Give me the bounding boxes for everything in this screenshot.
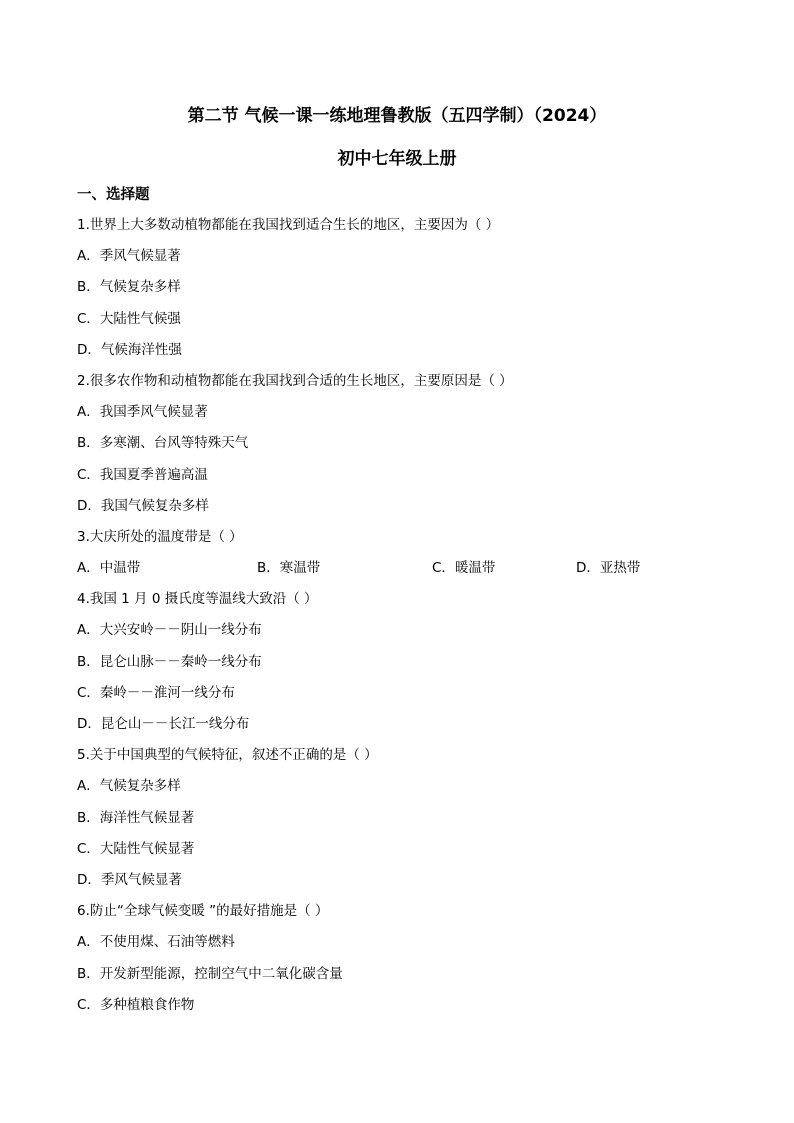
- question-3-option-d: D．亚热带: [576, 560, 641, 577]
- question-6-option-b: B．开发新型能源，控制空气中二氧化碳含量: [77, 965, 343, 982]
- question-1-option-a: A．季风气候显著: [77, 248, 181, 265]
- question-4-option-b: B．昆仑山脉－－秦岭一线分布: [77, 653, 262, 670]
- question-5-option-c: C．大陆性气候显著: [77, 840, 195, 857]
- question-6-option-a: A．不使用煤、石油等燃料: [77, 934, 235, 951]
- question-4-option-a: A．大兴安岭－－阴山一线分布: [77, 622, 262, 639]
- question-6-option-c: C．多种植粮食作物: [77, 996, 195, 1013]
- question-3-option-c: C．暖温带: [432, 560, 496, 577]
- question-3-option-a: A．中温带: [77, 560, 141, 577]
- question-5-stem: 5.关于中国典型的气候特征，叙述不正确的是（ ）: [77, 747, 378, 764]
- question-2-option-d: D．我国气候复杂多样: [77, 497, 209, 514]
- question-4-option-d: D．昆仑山－－长江一线分布: [77, 716, 250, 732]
- question-2-option-b: B．多寒潮、台风等特殊天气: [77, 435, 249, 452]
- question-2-stem: 2.很多农作物和动植物都能在我国找到合适的生长地区，主要原因是（ ）: [77, 372, 513, 389]
- question-6-stem: 6.防止“全球气候变暖 ”的最好措施是（ ）: [77, 903, 329, 920]
- question-3-stem: 3.大庆所处的温度带是（ ）: [77, 528, 243, 545]
- question-1-option-d: D．气候海洋性强: [77, 341, 182, 358]
- question-1-option-b: B．气候复杂多样: [77, 279, 181, 296]
- question-5-option-b: B．海洋性气候显著: [77, 809, 195, 826]
- question-3-option-b: B．寒温带: [257, 560, 321, 577]
- question-4-option-c: C．秦岭－－淮河一线分布: [77, 684, 235, 701]
- question-5-option-d: D．季风气候显著: [77, 871, 182, 888]
- page-subtitle: 初中七年级上册: [337, 149, 457, 169]
- page-title: 第二节 气候一课一练地理鲁教版（五四学制）（2024）: [187, 106, 607, 126]
- section-heading: 一、选择题: [77, 187, 150, 203]
- question-2-option-a: A．我国季风气候显著: [77, 404, 208, 421]
- question-3-options-row: [77, 557, 737, 588]
- question-1-stem: 1.世界上大多数动植物都能在我国找到适合生长的地区，主要因为（ ）: [77, 217, 500, 233]
- question-2-option-c: C．我国夏季普遍高温: [77, 466, 208, 483]
- question-1-option-c: C．大陆性气候强: [77, 310, 181, 327]
- question-5-option-a: A．气候复杂多样: [77, 778, 181, 795]
- question-4-stem: 4.我国 1 月 0 摄氏度等温线大致沿（ ）: [77, 591, 318, 608]
- question-list: [77, 214, 737, 1025]
